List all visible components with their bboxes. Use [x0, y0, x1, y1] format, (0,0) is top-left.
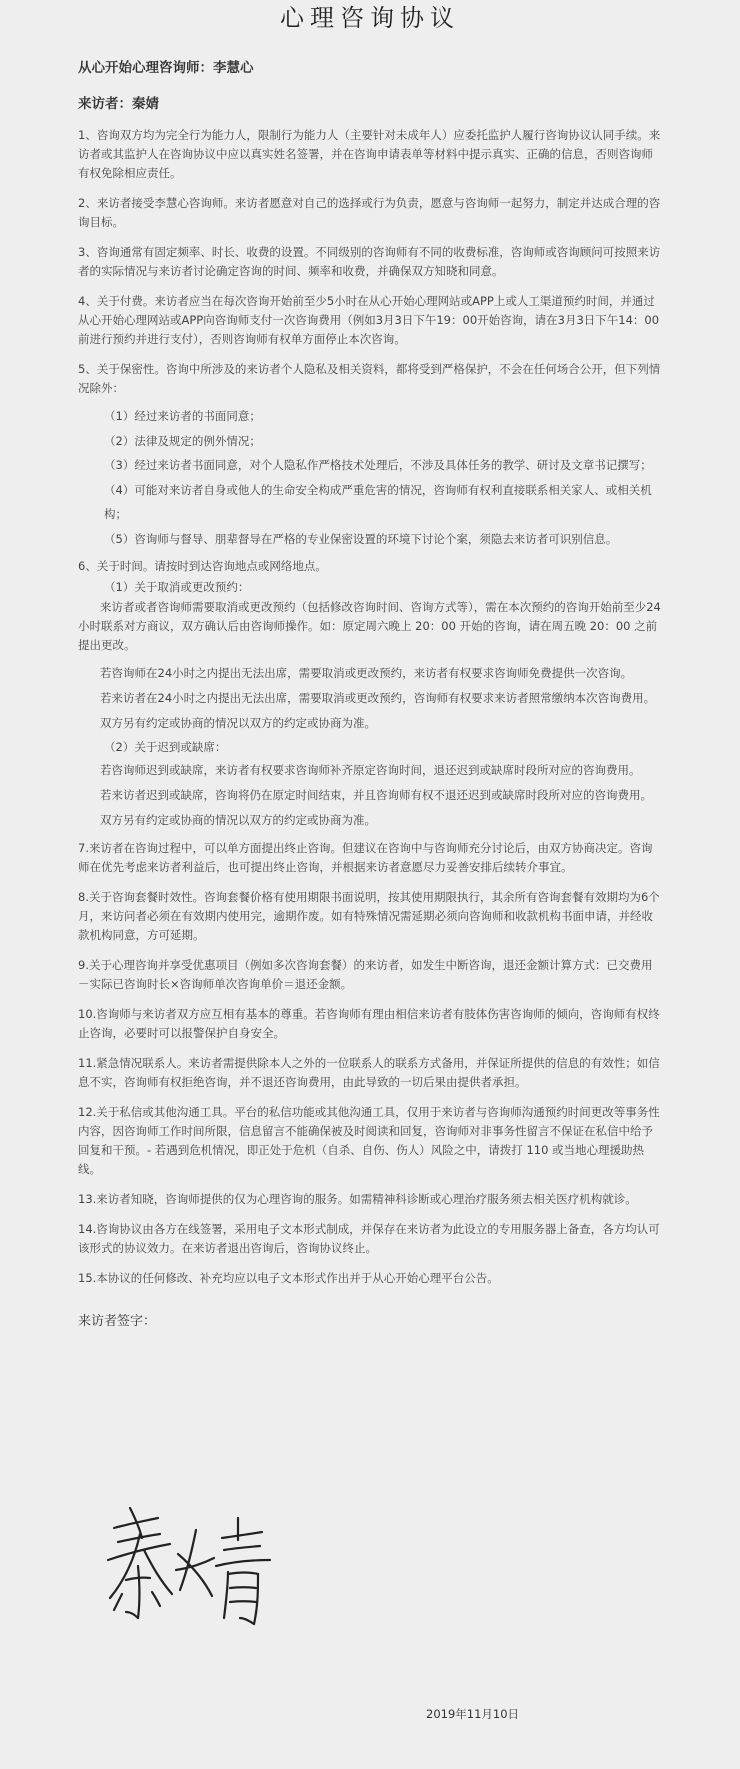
clause-6-sub1-line: 双方另有约定或协商的情况以双方的约定或协商为准。	[100, 716, 376, 730]
clause-6: 6、关于时间。请按时到达咨询地点或网络地点。	[78, 559, 327, 573]
clause-5-item: （4）可能对来访者自身或他人的生命安全构成严重危害的情况，咨询师有权利直接联系相关家人、或相关机构；	[104, 482, 652, 521]
clause-14: 14.咨询协议由各方在线签署，采用电子文本形式制成，并保存在来访者为此设立的专用服务器上备查，各方均认可该形式的协议效力。在来访者退出咨询后，咨询协议终止。	[78, 1222, 660, 1255]
clause-6-sub2-title: （2）关于迟到或缺席：	[104, 740, 227, 754]
clause-5-item: （5）咨询师与督导、朋辈督导在严格的专业保密设置的环境下讨论个案，须隐去来访者可识别信息。	[104, 531, 618, 546]
clause-5-item: （1）经过来访者的书面同意；	[104, 409, 261, 423]
clause-5-item: （2）法律及规定的例外情况；	[104, 433, 261, 448]
clause-10: 10.咨询师与来访者双方应互相有基本的尊重。若咨询师有理由相信来访者有肢体伤害咨询师的倾向，咨询师有权终止咨询，必要时可以报警保护自身安全。	[78, 1007, 660, 1040]
counselor-line: 从心开始心理咨询师：李慧心	[78, 60, 254, 76]
clause-8: 8.关于咨询套餐时效性。咨询套餐价格有使用期限书面说明，按其使用期限执行，其余所有咨询套餐有效期均为6个月，来访问者必须在有效期内使用完，逾期作废。如有特殊情况需延期必须向咨询师和收款机构书面申请，并经收款机构同意，方可延期。	[78, 890, 660, 942]
clause-6-sub2-line: 若咨询师迟到或缺席，来访者有权要求咨询师补齐原定咨询时间，退还迟到或缺席时段所对应的咨询费用。	[100, 763, 641, 777]
clause-2: 2、来访者接受李慧心咨询师。来访者愿意对自己的选择或行为负责，愿意与咨询师一起努力，制定并达成合理的咨询目标。	[78, 196, 661, 229]
clause-1: 1、咨询双方均为完全行为能力人，限制行为能力人（主要针对未成年人）应委托监护人履行咨询协议认同手续。来访者或其监护人在咨询协议中应以真实姓名签署，并在咨询申请表单等材料中提示真实、正确的信息，否则咨询师有权免除相应责任。	[78, 128, 661, 180]
clause-6-sub1-line: 若咨询师在24小时之内提出无法出席，需要取消或更改预约，来访者有权要求咨询师免费提供一次咨询。	[100, 666, 633, 680]
clause-5: 5、关于保密性。咨询中所涉及的来访者个人隐私及相关资料，都将受到严格保护，不会在任何场合公开，但下列情况除外：	[78, 362, 661, 395]
clause-6-sub1-title: （1）关于取消或更改预约：	[104, 580, 250, 594]
clause-5-item: （3）经过来访者书面同意，对个人隐私作严格技术处理后，不涉及具体任务的教学、研讨及文章书记撰写；	[104, 458, 652, 472]
document-title: 心理咨询协议	[280, 4, 460, 32]
clause-9: 9.关于心理咨询并享受优惠项目（例如多次咨询套餐）的来访者，如发生中断咨询，退还金额计算方式：已交费用－实际已咨询时长×咨询师单次咨询单价＝退还金额。	[78, 958, 653, 991]
signature-label: 来访者签字：	[78, 1314, 157, 1329]
handwritten-signature	[100, 1490, 280, 1640]
clause-6-sub1-body: 来访者或者咨询师需要取消或更改预约（包括修改咨询时间、咨询方式等），需在本次预约的咨询开始前至少24小时联系对方商议，双方确认后由咨询师操作。如：原定周六晚上 20：00 开始的咨询，请在周五晚 20：00 之前提出更改。	[78, 600, 661, 652]
clause-6-sub2-line: 双方另有约定或协商的情况以双方的约定或协商为准。	[100, 813, 376, 827]
clause-15: 15.本协议的任何修改、补充均应以电子文本形式作出并于从心开始心理平台公告。	[78, 1271, 499, 1285]
clause-4: 4、关于付费。来访者应当在每次咨询开始前至少5小时在从心开始心理网站或APP上或人工渠道预约时间，并通过从心开始心理网站或APP向咨询师支付一次咨询费用（例如3月3日下午19：00开始咨询，请在3月3日下午14：00前进行预约并进行支付），否则咨询师有权单方面停止本次咨询。	[78, 294, 660, 346]
clause-6-sub1-line: 若来访者在24小时之内提出无法出席，需要取消或更改预约，咨询师有权要求来访者照常缴纳本次咨询费用。	[100, 691, 656, 705]
clause-12: 12.关于私信或其他沟通工具。平台的私信功能或其他沟通工具，仅用于来访者与咨询师沟通预约时间更改等事务性内容，因咨询师工作时间所限，信息留言不能确保被及时阅读和回复，咨询师对非事务性留言不保证在私信中给予回复和干预。- 若遇到危机情况，即正处于危机（自杀、自伤、伤人）风险之中，请拨打 110 或当地心理援助热线。	[78, 1105, 660, 1176]
visitor-line: 来访者：秦婧	[78, 96, 159, 112]
clause-3: 3、咨询通常有固定频率、时长、收费的设置。不同级别的咨询师有不同的收费标准，咨询师或咨询顾问可按照来访者的实际情况与来访者讨论确定咨询的时间、频率和收费，并确保双方知晓和同意。	[78, 245, 661, 278]
clause-6-sub2-line: 若来访者迟到或缺席，咨询将仍在原定时间结束，并且咨询师有权不退还迟到或缺席时段所对应的咨询费用。	[100, 788, 652, 802]
clause-11: 11.紧急情况联系人。来访者需提供除本人之外的一位联系人的联系方式备用，并保证所提供的信息的有效性；如信息不实，咨询师有权拒绝咨询，并不退还咨询费用，由此导致的一切后果由提供者承担。	[78, 1056, 660, 1089]
signature-date: 2019年11月10日	[426, 1707, 520, 1721]
clause-13: 13.来访者知晓，咨询师提供的仅为心理咨询的服务。如需精神科诊断或心理治疗服务须去相关医疗机构就诊。	[78, 1192, 637, 1206]
clause-7: 7.来访者在咨询过程中，可以单方面提出终止咨询。但建议在咨询中与咨询师充分讨论后，由双方协商决定。咨询师在优先考虑来访者利益后，也可提出终止咨询，并根据来访者意愿尽力妥善安排后续转介事宜。	[78, 841, 653, 874]
